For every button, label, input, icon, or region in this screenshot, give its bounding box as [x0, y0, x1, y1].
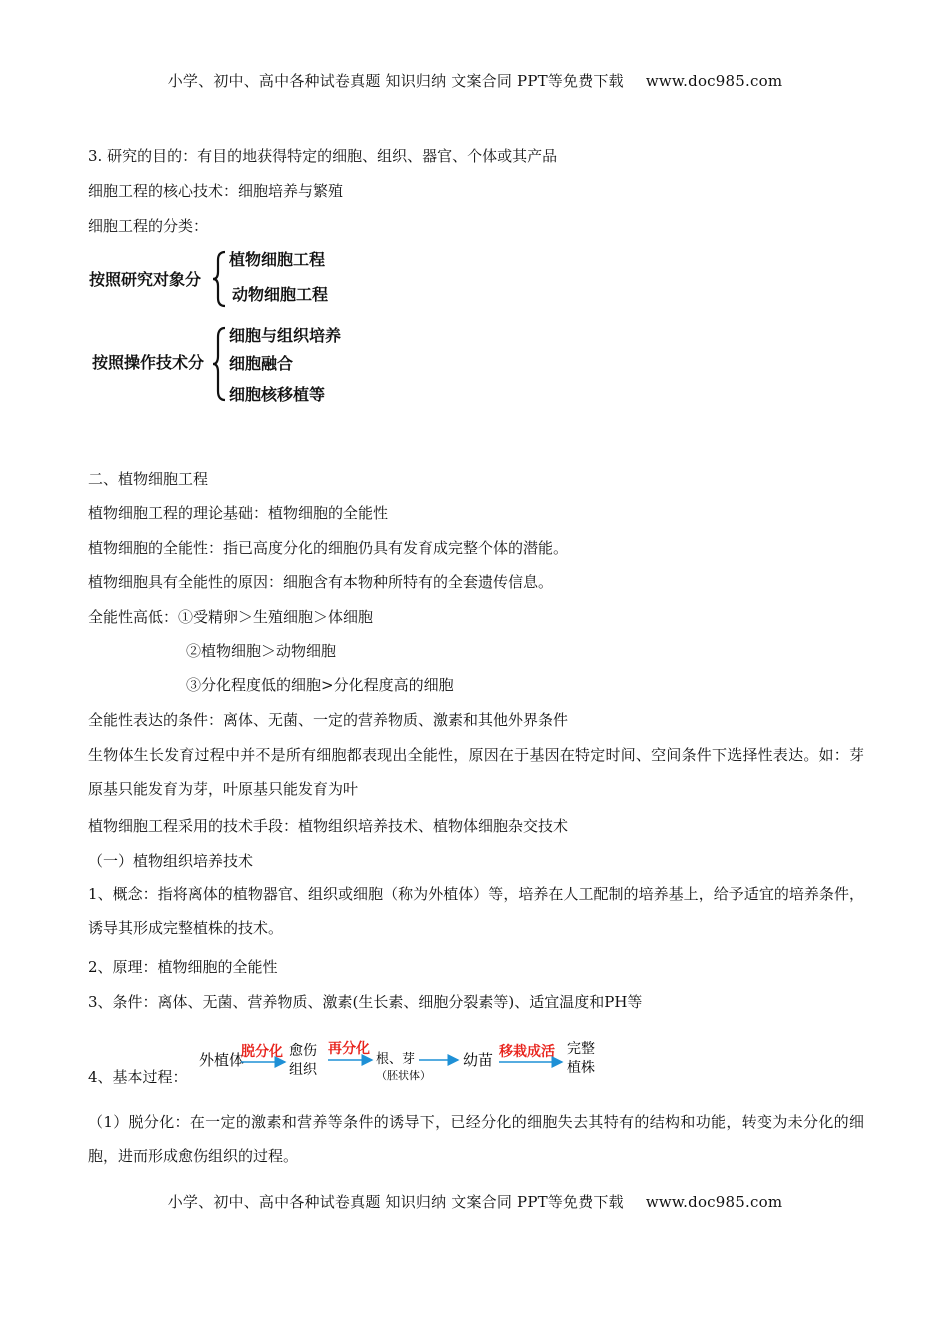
paragraph: ②植物细胞＞动物细胞 [186, 642, 337, 660]
section-heading: 二、植物细胞工程 [88, 470, 209, 488]
redifferentiation-label: 再分化 [328, 1041, 370, 1057]
plant-label-1: 完整 [567, 1041, 595, 1057]
paragraph: （1）脱分化：在一定的激素和营养等条件的诱导下，已经分化的细胞失去其特有的结构和功能，转变为未分化的细胞，进而形成愈伤组织的过程。 [88, 1113, 864, 1165]
classification-item: 细胞核移植等 [229, 385, 326, 404]
page-footer [0, 1191, 950, 1212]
header-text: 小学、初中、高中各种试卷真题 知识归纳 文案合同 PPT等免费下载 [167, 72, 624, 90]
paragraph: 植物细胞工程采用的技术手段：植物组织培养技术、植物体细胞杂交技术 [88, 817, 569, 835]
page-header [0, 70, 950, 91]
classification-item: 细胞融合 [229, 354, 294, 373]
footer-text: 小学、初中、高中各种试卷真题 知识归纳 文案合同 PPT等免费下载 [167, 1193, 624, 1211]
classification-label: 按照研究对象分 [89, 270, 202, 289]
plant-label-2: 植株 [567, 1060, 595, 1076]
callus-label-1: 愈伤 [289, 1043, 317, 1059]
paragraph: 全能性高低：①受精卵＞生殖细胞＞体细胞 [88, 608, 374, 626]
dedifferentiation-label: 脱分化 [241, 1044, 283, 1060]
header-url[interactable]: www.doc985.com [645, 72, 783, 90]
paragraph: 植物细胞的全能性：指已高度分化的细胞仍具有发育成完整个体的潜能。 [88, 539, 569, 557]
transplant-label: 移栽成活 [499, 1044, 555, 1060]
classification-label: 按照操作技术分 [92, 353, 205, 372]
paragraph: 3、条件：离体、无菌、营养物质、激素(生长素、细胞分裂素等)、适宜温度和PH等 [88, 993, 643, 1011]
paragraph: 生物体生长发育过程中并不是所有细胞都表现出全能性，原因在于基因在特定时间、空间条件下选择性表达。如：芽原基只能发育为芽，叶原基只能发育为叶 [88, 746, 864, 798]
paragraph: 4、基本过程： [88, 1068, 188, 1086]
paragraph: ③分化程度低的细胞>分化程度高的细胞 [186, 676, 454, 694]
left-brace-icon [212, 326, 228, 402]
explant-label: 外植体 [199, 1051, 245, 1069]
callus-label-2: 组织 [289, 1062, 317, 1078]
root-bud-label: 根、芽 [376, 1052, 416, 1067]
research-purpose: 3. 研究的目的：有目的地获得特定的细胞、组织、器官、个体或其产品 [88, 147, 558, 165]
paragraph: 1、概念：指将离体的植物器官、组织或细胞（称为外植体）等，培养在人工配制的培养基上，给予适宜的培养条件，诱导其形成完整植株的技术。 [88, 885, 864, 937]
embryoid-label: （胚状体） [376, 1069, 431, 1082]
process-flow-diagram [195, 1034, 605, 1086]
footer-url[interactable]: www.doc985.com [645, 1193, 783, 1211]
paragraph: 全能性表达的条件：离体、无菌、一定的营养物质、激素和其他外界条件 [88, 711, 569, 729]
core-technology: 细胞工程的核心技术：细胞培养与繁殖 [88, 182, 344, 200]
paragraph: 植物细胞具有全能性的原因：细胞含有本物种所特有的全套遗传信息。 [88, 573, 554, 591]
classification-item: 植物细胞工程 [229, 250, 326, 269]
classification-title: 细胞工程的分类： [88, 217, 209, 235]
classification-item: 动物细胞工程 [232, 285, 329, 304]
subsection-heading: （一）植物组织培养技术 [88, 852, 254, 870]
seedling-label: 幼苗 [463, 1051, 494, 1069]
paragraph: 植物细胞工程的理论基础：植物细胞的全能性 [88, 504, 389, 522]
left-brace-icon [212, 250, 228, 308]
classification-item: 细胞与组织培养 [229, 326, 342, 345]
paragraph: 2、原理：植物细胞的全能性 [88, 958, 278, 976]
